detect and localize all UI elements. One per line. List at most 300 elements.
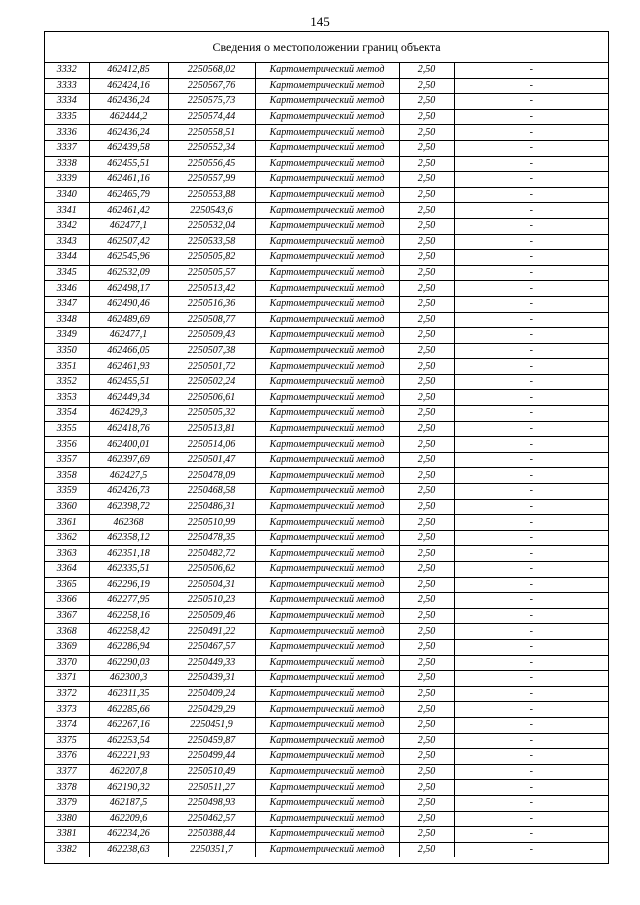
x-coordinate-cell: 462253,54 [89, 733, 168, 749]
table-row [45, 468, 608, 484]
y-coordinate-cell: 2250574,44 [168, 109, 255, 125]
accuracy-cell: 2,50 [399, 671, 454, 687]
description-cell: - [454, 562, 608, 578]
x-coordinate-cell: 462207,8 [89, 764, 168, 780]
y-coordinate-cell: 2250388,44 [168, 827, 255, 843]
y-coordinate-cell: 2250505,57 [168, 265, 255, 281]
point-number-cell: 3367 [45, 608, 89, 624]
description-cell: - [454, 639, 608, 655]
accuracy-cell: 2,50 [399, 499, 454, 515]
y-coordinate-cell: 2250467,57 [168, 639, 255, 655]
method-cell: Картометрический метод [255, 281, 399, 297]
accuracy-cell: 2,50 [399, 312, 454, 328]
description-cell: - [454, 686, 608, 702]
y-coordinate-cell: 2250451,9 [168, 717, 255, 733]
point-number-cell: 3365 [45, 577, 89, 593]
table-row [45, 530, 608, 546]
table-row [45, 655, 608, 671]
description-cell: - [454, 78, 608, 94]
table-row [45, 312, 608, 328]
accuracy-cell: 2,50 [399, 109, 454, 125]
table-row [45, 265, 608, 281]
method-cell: Картометрический метод [255, 359, 399, 375]
y-coordinate-cell: 2250478,09 [168, 468, 255, 484]
description-cell: - [454, 328, 608, 344]
accuracy-cell: 2,50 [399, 639, 454, 655]
x-coordinate-cell: 462234,26 [89, 827, 168, 843]
x-coordinate-cell: 462436,24 [89, 125, 168, 141]
accuracy-cell: 2,50 [399, 515, 454, 531]
y-coordinate-cell: 2250429,29 [168, 702, 255, 718]
y-coordinate-cell: 2250478,35 [168, 530, 255, 546]
description-cell: - [454, 359, 608, 375]
point-number-cell: 3358 [45, 468, 89, 484]
description-cell: - [454, 265, 608, 281]
accuracy-cell: 2,50 [399, 733, 454, 749]
accuracy-cell: 2,50 [399, 468, 454, 484]
method-cell: Картометрический метод [255, 343, 399, 359]
table-row [45, 63, 608, 78]
method-cell: Картометрический метод [255, 764, 399, 780]
description-cell: - [454, 795, 608, 811]
accuracy-cell: 2,50 [399, 296, 454, 312]
y-coordinate-cell: 2250482,72 [168, 546, 255, 562]
y-coordinate-cell: 2250462,57 [168, 811, 255, 827]
table-row [45, 218, 608, 234]
page-number: 145 [310, 14, 330, 29]
y-coordinate-cell: 2250491,22 [168, 624, 255, 640]
table-row [45, 390, 608, 406]
y-coordinate-cell: 2250351,7 [168, 842, 255, 857]
point-number-cell: 3355 [45, 421, 89, 437]
accuracy-cell: 2,50 [399, 406, 454, 422]
table-row [45, 94, 608, 110]
point-number-cell: 3352 [45, 374, 89, 390]
y-coordinate-cell: 2250510,49 [168, 764, 255, 780]
point-number-cell: 3337 [45, 140, 89, 156]
method-cell: Картометрический метод [255, 312, 399, 328]
point-number-cell: 3374 [45, 717, 89, 733]
method-cell: Картометрический метод [255, 63, 399, 78]
table-row [45, 764, 608, 780]
coordinates-table [45, 63, 608, 857]
point-number-cell: 3349 [45, 328, 89, 344]
x-coordinate-cell: 462465,79 [89, 187, 168, 203]
y-coordinate-cell: 2250568,02 [168, 63, 255, 78]
x-coordinate-cell: 462477,1 [89, 328, 168, 344]
method-cell: Картометрический метод [255, 390, 399, 406]
x-coordinate-cell: 462412,85 [89, 63, 168, 78]
accuracy-cell: 2,50 [399, 608, 454, 624]
table-row [45, 593, 608, 609]
description-cell: - [454, 296, 608, 312]
table-row [45, 359, 608, 375]
table-row [45, 577, 608, 593]
x-coordinate-cell: 462436,24 [89, 94, 168, 110]
table-row [45, 749, 608, 765]
description-cell: - [454, 187, 608, 203]
point-number-cell: 3369 [45, 639, 89, 655]
x-coordinate-cell: 462400,01 [89, 437, 168, 453]
x-coordinate-cell: 462455,51 [89, 374, 168, 390]
accuracy-cell: 2,50 [399, 250, 454, 266]
table-row [45, 562, 608, 578]
method-cell: Картометрический метод [255, 468, 399, 484]
description-cell: - [454, 94, 608, 110]
accuracy-cell: 2,50 [399, 343, 454, 359]
point-number-cell: 3350 [45, 343, 89, 359]
accuracy-cell: 2,50 [399, 203, 454, 219]
point-number-cell: 3362 [45, 530, 89, 546]
point-number-cell: 3375 [45, 733, 89, 749]
table-row [45, 546, 608, 562]
method-cell: Картометрический метод [255, 437, 399, 453]
point-number-cell: 3341 [45, 203, 89, 219]
method-cell: Картометрический метод [255, 109, 399, 125]
point-number-cell: 3344 [45, 250, 89, 266]
description-cell: - [454, 827, 608, 843]
y-coordinate-cell: 2250449,33 [168, 655, 255, 671]
description-cell: - [454, 530, 608, 546]
description-cell: - [454, 624, 608, 640]
y-coordinate-cell: 2250459,87 [168, 733, 255, 749]
description-cell: - [454, 593, 608, 609]
accuracy-cell: 2,50 [399, 234, 454, 250]
accuracy-cell: 2,50 [399, 577, 454, 593]
table-row [45, 671, 608, 687]
method-cell: Картометрический метод [255, 78, 399, 94]
method-cell: Картометрический метод [255, 624, 399, 640]
accuracy-cell: 2,50 [399, 546, 454, 562]
x-coordinate-cell: 462277,95 [89, 593, 168, 609]
table-row [45, 234, 608, 250]
point-number-cell: 3376 [45, 749, 89, 765]
x-coordinate-cell: 462209,6 [89, 811, 168, 827]
method-cell: Картометрический метод [255, 593, 399, 609]
accuracy-cell: 2,50 [399, 842, 454, 857]
table-row [45, 733, 608, 749]
table-row [45, 780, 608, 796]
table-row [45, 452, 608, 468]
y-coordinate-cell: 2250557,99 [168, 172, 255, 188]
description-cell: - [454, 250, 608, 266]
description-cell: - [454, 577, 608, 593]
point-number-cell: 3343 [45, 234, 89, 250]
accuracy-cell: 2,50 [399, 156, 454, 172]
accuracy-cell: 2,50 [399, 218, 454, 234]
method-cell: Картометрический метод [255, 546, 399, 562]
point-number-cell: 3379 [45, 795, 89, 811]
description-cell: - [454, 406, 608, 422]
description-cell: - [454, 452, 608, 468]
accuracy-cell: 2,50 [399, 125, 454, 141]
point-number-cell: 3359 [45, 484, 89, 500]
description-cell: - [454, 234, 608, 250]
description-cell: - [454, 109, 608, 125]
description-cell: - [454, 312, 608, 328]
point-number-cell: 3351 [45, 359, 89, 375]
accuracy-cell: 2,50 [399, 702, 454, 718]
y-coordinate-cell: 2250507,38 [168, 343, 255, 359]
y-coordinate-cell: 2250575,73 [168, 94, 255, 110]
x-coordinate-cell: 462466,05 [89, 343, 168, 359]
table-row [45, 172, 608, 188]
point-number-cell: 3338 [45, 156, 89, 172]
description-cell: - [454, 655, 608, 671]
accuracy-cell: 2,50 [399, 187, 454, 203]
y-coordinate-cell: 2250439,31 [168, 671, 255, 687]
point-number-cell: 3377 [45, 764, 89, 780]
table-row [45, 608, 608, 624]
x-coordinate-cell: 462477,1 [89, 218, 168, 234]
accuracy-cell: 2,50 [399, 484, 454, 500]
x-coordinate-cell: 462507,42 [89, 234, 168, 250]
x-coordinate-cell: 462286,94 [89, 639, 168, 655]
y-coordinate-cell: 2250508,77 [168, 312, 255, 328]
y-coordinate-cell: 2250510,99 [168, 515, 255, 531]
point-number-cell: 3353 [45, 390, 89, 406]
x-coordinate-cell: 462296,19 [89, 577, 168, 593]
accuracy-cell: 2,50 [399, 78, 454, 94]
description-cell: - [529, 843, 533, 855]
x-coordinate-cell: 462351,18 [89, 546, 168, 562]
x-coordinate-cell: 462267,16 [89, 717, 168, 733]
y-coordinate-cell: 2250498,93 [168, 795, 255, 811]
accuracy-cell: 2,50 [399, 624, 454, 640]
method-cell: Картометрический метод [255, 686, 399, 702]
method-cell: Картометрический метод [255, 125, 399, 141]
table-row [45, 639, 608, 655]
table-row [45, 437, 608, 453]
x-coordinate-cell: 462285,66 [89, 702, 168, 718]
method-cell: Картометрический метод [255, 187, 399, 203]
table-row [45, 374, 608, 390]
point-number-cell: 3342 [45, 218, 89, 234]
description-cell: - [454, 749, 608, 765]
x-coordinate-cell: 462335,51 [89, 562, 168, 578]
table-row [45, 827, 608, 843]
accuracy-cell: 2,50 [399, 437, 454, 453]
description-cell: - [454, 468, 608, 484]
x-coordinate-cell: 462358,12 [89, 530, 168, 546]
description-cell: - [454, 608, 608, 624]
method-cell: Картометрический метод [255, 452, 399, 468]
x-coordinate-cell: 462418,76 [89, 421, 168, 437]
x-coordinate-cell: 462398,72 [89, 499, 168, 515]
method-cell: Картометрический метод [255, 811, 399, 827]
accuracy-cell: 2,50 [399, 374, 454, 390]
description-cell: - [454, 140, 608, 156]
y-coordinate-cell: 2250514,06 [168, 437, 255, 453]
method-cell: Картометрический метод [255, 562, 399, 578]
method-cell: Картометрический метод [255, 234, 399, 250]
point-number-cell: 3345 [45, 265, 89, 281]
table-row [45, 795, 608, 811]
method-cell: Картометрический метод [255, 374, 399, 390]
accuracy-cell: 2,50 [399, 717, 454, 733]
accuracy-cell: 2,50 [399, 172, 454, 188]
description-cell: - [454, 733, 608, 749]
table-row [45, 109, 608, 125]
coordinates-table-body [45, 63, 608, 857]
description-cell: - [454, 546, 608, 562]
accuracy-cell: 2,50 [399, 811, 454, 827]
y-coordinate-cell: 2250513,81 [168, 421, 255, 437]
method-cell: Картометрический метод [255, 250, 399, 266]
table-row [45, 250, 608, 266]
y-coordinate-cell: 2250516,36 [168, 296, 255, 312]
accuracy-cell: 2,50 [399, 281, 454, 297]
y-coordinate-cell: 2250486,31 [168, 499, 255, 515]
method-cell: Картометрический метод [255, 577, 399, 593]
table-row [45, 328, 608, 344]
point-number-cell: 3354 [45, 406, 89, 422]
point-number-cell: 3373 [45, 702, 89, 718]
accuracy-cell: 2,50 [399, 140, 454, 156]
accuracy-cell: 2,50 [399, 795, 454, 811]
accuracy-cell: 2,50 [399, 452, 454, 468]
y-coordinate-cell: 2250543,6 [168, 203, 255, 219]
method-cell: Картометрический метод [255, 608, 399, 624]
y-coordinate-cell: 2250558,51 [168, 125, 255, 141]
point-number-cell: 3361 [45, 515, 89, 531]
accuracy-cell: 2,50 [399, 749, 454, 765]
description-cell: - [454, 281, 608, 297]
table-row [45, 187, 608, 203]
point-number-cell: 3370 [45, 655, 89, 671]
x-coordinate-cell: 462545,96 [89, 250, 168, 266]
table-row [45, 717, 608, 733]
method-cell: Картометрический метод [255, 172, 399, 188]
x-coordinate-cell: 462258,16 [89, 608, 168, 624]
y-coordinate-cell: 2250556,45 [168, 156, 255, 172]
x-coordinate-cell: 462190,32 [89, 780, 168, 796]
method-cell: Картометрический метод [255, 733, 399, 749]
description-cell: - [454, 421, 608, 437]
y-coordinate-cell: 2250532,04 [168, 218, 255, 234]
description-cell: - [454, 811, 608, 827]
y-coordinate-cell: 2250511,27 [168, 780, 255, 796]
point-number-cell: 3334 [45, 94, 89, 110]
method-cell: Картометрический метод [255, 406, 399, 422]
table-row [45, 421, 608, 437]
point-number-cell: 3372 [45, 686, 89, 702]
method-cell: Картометрический метод [255, 94, 399, 110]
description-cell: - [454, 390, 608, 406]
y-coordinate-cell: 2250513,42 [168, 281, 255, 297]
y-coordinate-cell: 2250505,82 [168, 250, 255, 266]
method-cell: Картометрический метод [255, 795, 399, 811]
x-coordinate-cell: 462238,63 [89, 842, 168, 857]
x-coordinate-cell: 462455,51 [89, 156, 168, 172]
x-coordinate-cell: 462449,34 [89, 390, 168, 406]
method-cell: Картометрический метод [255, 671, 399, 687]
point-number-cell: 3356 [45, 437, 89, 453]
table-row [45, 406, 608, 422]
x-coordinate-cell: 462429,3 [89, 406, 168, 422]
accuracy-cell: 2,50 [399, 780, 454, 796]
x-coordinate-cell: 462439,58 [89, 140, 168, 156]
accuracy-cell: 2,50 [399, 63, 454, 78]
point-number-cell: 3348 [45, 312, 89, 328]
x-coordinate-cell: 462461,93 [89, 359, 168, 375]
point-number-cell: 3382 [45, 842, 89, 857]
accuracy-cell: 2,50 [399, 94, 454, 110]
table-row [45, 203, 608, 219]
point-number-cell: 3357 [45, 452, 89, 468]
accuracy-cell: 2,50 [399, 593, 454, 609]
accuracy-cell: 2,50 [399, 764, 454, 780]
x-coordinate-cell: 462498,17 [89, 281, 168, 297]
table-row [45, 811, 608, 827]
description-cell: - [454, 484, 608, 500]
accuracy-cell: 2,50 [399, 421, 454, 437]
table-row [45, 125, 608, 141]
y-coordinate-cell: 2250510,23 [168, 593, 255, 609]
accuracy-cell: 2,50 [399, 328, 454, 344]
point-number-cell: 3371 [45, 671, 89, 687]
method-cell: Картометрический метод [255, 639, 399, 655]
boundary-table-frame [44, 31, 609, 864]
table-row [45, 140, 608, 156]
accuracy-cell: 2,50 [399, 827, 454, 843]
table-row [45, 281, 608, 297]
accuracy-cell: 2,50 [399, 390, 454, 406]
method-cell: Картометрический метод [255, 499, 399, 515]
y-coordinate-cell: 2250552,34 [168, 140, 255, 156]
x-coordinate-cell: 462427,5 [89, 468, 168, 484]
table-row [45, 686, 608, 702]
x-coordinate-cell: 462311,35 [89, 686, 168, 702]
y-coordinate-cell: 2250505,32 [168, 406, 255, 422]
x-coordinate-cell: 462368 [89, 515, 168, 531]
point-number-cell: 3363 [45, 546, 89, 562]
description-cell: - [454, 515, 608, 531]
x-coordinate-cell: 462444,2 [89, 109, 168, 125]
description-cell: - [454, 437, 608, 453]
method-cell: Картометрический метод [255, 140, 399, 156]
x-coordinate-cell: 462300,3 [89, 671, 168, 687]
point-number-cell: 3380 [45, 811, 89, 827]
table-row [45, 296, 608, 312]
description-cell: - [454, 374, 608, 390]
point-number-cell: 3333 [45, 78, 89, 94]
description-cell: - [454, 343, 608, 359]
y-coordinate-cell: 2250553,88 [168, 187, 255, 203]
point-number-cell: 3381 [45, 827, 89, 843]
table-caption: Сведения о местоположении границ объекта [45, 32, 608, 63]
point-number-cell: 3340 [45, 187, 89, 203]
x-coordinate-cell: 462532,09 [89, 265, 168, 281]
description-cell: - [454, 172, 608, 188]
table-row [45, 484, 608, 500]
y-coordinate-cell: 2250409,24 [168, 686, 255, 702]
y-coordinate-cell: 2250509,46 [168, 608, 255, 624]
y-coordinate-cell: 2250506,62 [168, 562, 255, 578]
method-cell: Картометрический метод [255, 515, 399, 531]
method-cell: Картометрический метод [255, 265, 399, 281]
x-coordinate-cell: 462424,16 [89, 78, 168, 94]
x-coordinate-cell: 462461,16 [89, 172, 168, 188]
table-row [45, 515, 608, 531]
accuracy-cell: 2,50 [399, 530, 454, 546]
description-cell: - [454, 499, 608, 515]
y-coordinate-cell: 2250567,76 [168, 78, 255, 94]
accuracy-cell: 2,50 [399, 686, 454, 702]
accuracy-cell: 2,50 [399, 562, 454, 578]
table-row [45, 343, 608, 359]
point-number-cell: 3332 [45, 63, 89, 78]
